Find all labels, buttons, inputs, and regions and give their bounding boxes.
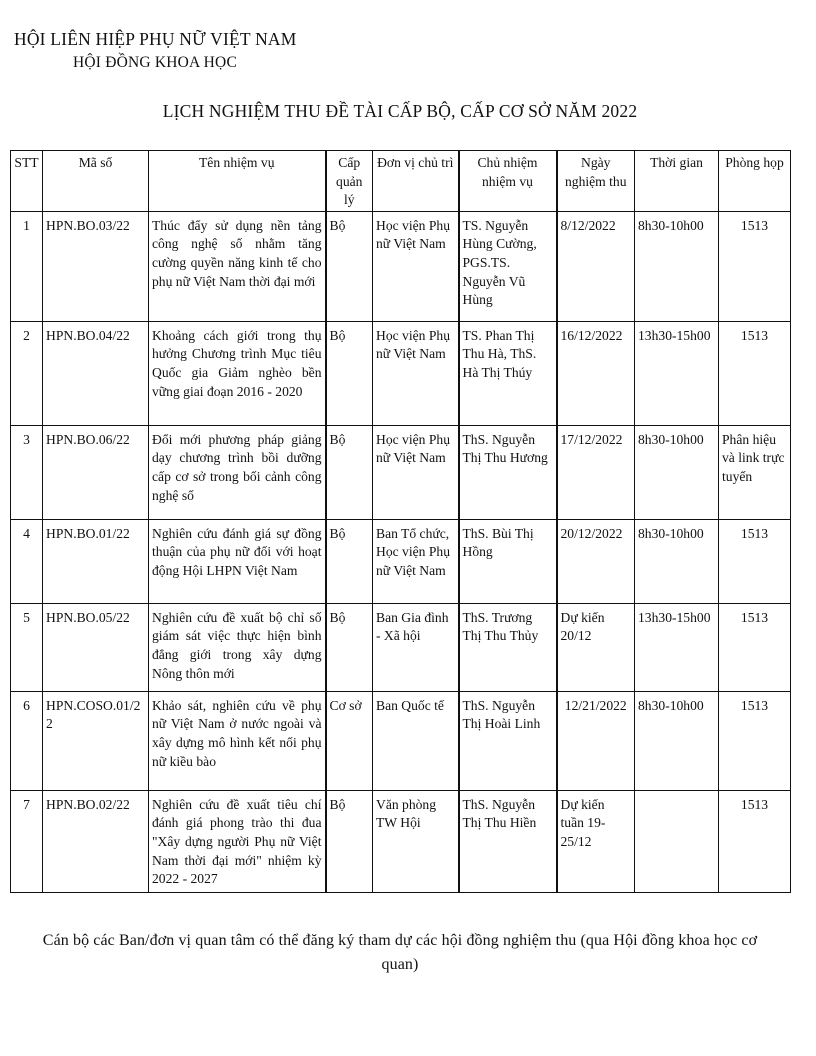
table-row — [11, 425, 791, 519]
cell-task: Nghiên cứu đánh giá sự đồng thuận của phụ nữ đối với hoạt động Hội LHPN Việt Nam — [149, 519, 326, 603]
cell-code: HPN.BO.05/22 — [43, 603, 149, 691]
cell-host: Ban Quốc tế — [373, 691, 459, 790]
table-row — [11, 211, 791, 321]
cell-code: HPN.BO.01/22 — [43, 519, 149, 603]
cell-lead: ThS. Trương Thị Thu Thủy — [459, 603, 557, 691]
cell-date: 16/12/2022 — [557, 321, 635, 425]
cell-room: 1513 — [719, 321, 791, 425]
cell-level: Bộ — [326, 211, 373, 321]
cell-host: Ban Tổ chức, Học viện Phụ nữ Việt Nam — [373, 519, 459, 603]
cell-code: HPN.BO.02/22 — [43, 790, 149, 892]
cell-date: Dự kiến 20/12 — [557, 603, 635, 691]
table-row — [11, 519, 791, 603]
header-code: Mã số — [43, 151, 149, 212]
cell-task: Thúc đẩy sử dụng nền tảng công nghệ số nhằm tăng cường quyền năng kinh tế cho phụ nữ Việt Nam thời đại mới — [149, 211, 326, 321]
cell-stt: 7 — [11, 790, 43, 892]
cell-stt: 4 — [11, 519, 43, 603]
schedule-table — [10, 150, 791, 893]
cell-code: HPN.COSO.01/22 — [43, 691, 149, 790]
header-host: Đơn vị chủ trì — [373, 151, 459, 212]
cell-level: Bộ — [326, 790, 373, 892]
header-stt: STT — [11, 151, 43, 212]
cell-time: 13h30-15h00 — [635, 321, 719, 425]
cell-room: 1513 — [719, 603, 791, 691]
document-title: LỊCH NGHIỆM THU ĐỀ TÀI CẤP BỘ, CẤP CƠ SỞ NĂM 2022 — [162, 101, 638, 121]
table-row — [11, 321, 791, 425]
cell-task: Khảo sát, nghiên cứu về phụ nữ Việt Nam ở nước ngoài và xây dựng mô hình kết nối phụ nữ kiều bào — [149, 691, 326, 790]
cell-room: Phân hiệu và link trực tuyến — [719, 425, 791, 519]
header-level: Cấp quản lý — [326, 151, 373, 212]
cell-room: 1513 — [719, 790, 791, 892]
cell-host: Học viện Phụ nữ Việt Nam — [373, 211, 459, 321]
cell-task: Nghiên cứu đề xuất tiêu chí đánh giá phong trào thi đua "Xây dựng người Phụ nữ Việt Nam thời đại mới" nhiệm kỳ 2022 - 2027 — [149, 790, 326, 892]
cell-room: 1513 — [719, 691, 791, 790]
cell-time: 8h30-10h00 — [635, 425, 719, 519]
cell-date: 8/12/2022 — [557, 211, 635, 321]
cell-level: Bộ — [326, 603, 373, 691]
cell-host: Học viện Phụ nữ Việt Nam — [373, 321, 459, 425]
cell-time: 8h30-10h00 — [635, 211, 719, 321]
cell-date: 12/21/2022 — [557, 691, 635, 790]
cell-level: Bộ — [326, 321, 373, 425]
organization-name: HỘI LIÊN HIỆP PHỤ NỮ VIỆT NAM — [14, 29, 297, 49]
cell-code: HPN.BO.03/22 — [43, 211, 149, 321]
footer-note: Cán bộ các Ban/đơn vị quan tâm có thể đăng ký tham dự các hội đồng nghiệm thu (qua Hội đồng khoa học cơ quan) — [42, 932, 758, 973]
cell-level: Bộ — [326, 519, 373, 603]
cell-date: 20/12/2022 — [557, 519, 635, 603]
header-time: Thời gian — [635, 151, 719, 212]
cell-stt: 1 — [11, 211, 43, 321]
cell-lead: ThS. Nguyễn Thị Thu Hương — [459, 425, 557, 519]
cell-task: Đổi mới phương pháp giảng dạy chương trình bồi dưỡng cấp cơ sở trong bối cảnh công nghệ số — [149, 425, 326, 519]
cell-room: 1513 — [719, 211, 791, 321]
cell-host: Học viện Phụ nữ Việt Nam — [373, 425, 459, 519]
header-lead: Chủ nhiệm nhiệm vụ — [459, 151, 557, 212]
cell-level: Bộ — [326, 425, 373, 519]
table-row — [11, 790, 791, 892]
cell-stt: 5 — [11, 603, 43, 691]
cell-lead: ThS. Nguyễn Thị Hoài Linh — [459, 691, 557, 790]
council-name: HỘI ĐỒNG KHOA HỌC — [73, 54, 237, 71]
cell-stt: 3 — [11, 425, 43, 519]
cell-host: Ban Gia đình - Xã hội — [373, 603, 459, 691]
cell-host: Văn phòng TW Hội — [373, 790, 459, 892]
header-task: Tên nhiệm vụ — [149, 151, 326, 212]
cell-level: Cơ sở — [326, 691, 373, 790]
cell-stt: 6 — [11, 691, 43, 790]
cell-room: 1513 — [719, 519, 791, 603]
cell-task: Nghiên cứu đề xuất bộ chỉ số giám sát việc thực hiện bình đẳng giới trong xây dựng Nông thôn mới — [149, 603, 326, 691]
cell-lead: ThS. Nguyễn Thị Thu Hiền — [459, 790, 557, 892]
cell-date: Dự kiến tuần 19-25/12 — [557, 790, 635, 892]
cell-time: 13h30-15h00 — [635, 603, 719, 691]
cell-task: Khoảng cách giới trong thụ hưởng Chương trình Mục tiêu Quốc gia Giảm nghèo bền vững giai đoạn 2016 - 2020 — [149, 321, 326, 425]
cell-time: 8h30-10h00 — [635, 519, 719, 603]
cell-lead: TS. Phan Thị Thu Hà, ThS. Hà Thị Thúy — [459, 321, 557, 425]
cell-time — [635, 790, 719, 892]
cell-code: HPN.BO.06/22 — [43, 425, 149, 519]
table-row — [11, 603, 791, 691]
cell-time: 8h30-10h00 — [635, 691, 719, 790]
cell-code: HPN.BO.04/22 — [43, 321, 149, 425]
header-room: Phòng họp — [719, 151, 791, 212]
cell-stt: 2 — [11, 321, 43, 425]
cell-lead: ThS. Bùi Thị Hồng — [459, 519, 557, 603]
table-row — [11, 691, 791, 790]
cell-lead: TS. Nguyễn Hùng Cường, PGS.TS. Nguyễn Vũ Hùng — [459, 211, 557, 321]
header-date: Ngày nghiệm thu — [557, 151, 635, 212]
cell-date: 17/12/2022 — [557, 425, 635, 519]
